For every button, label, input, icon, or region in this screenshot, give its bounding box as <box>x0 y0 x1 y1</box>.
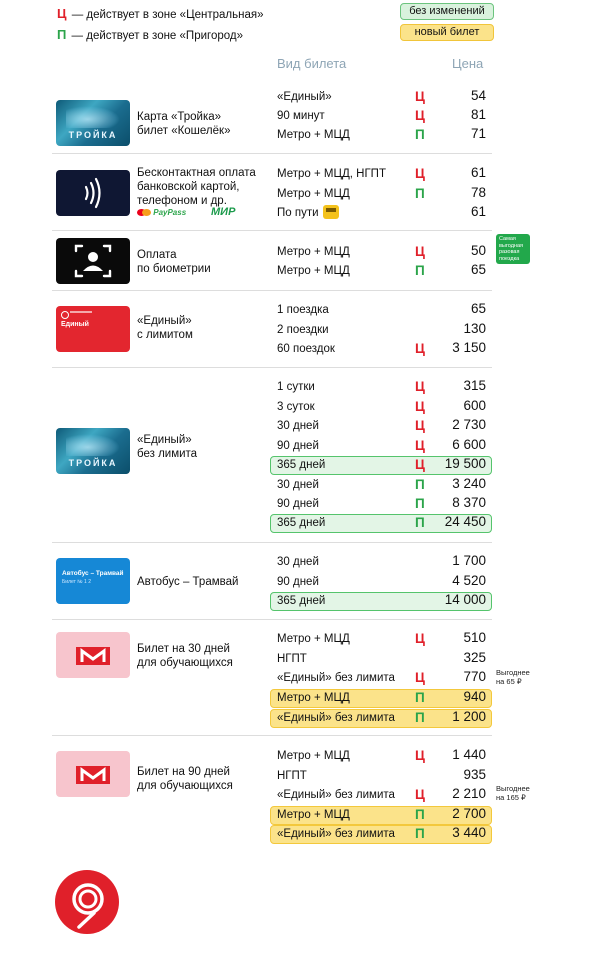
group-description: Билет на 30 дней для обучающихся <box>137 643 233 669</box>
bus-tram-card-image <box>56 558 130 604</box>
ticket-price: 61 <box>470 165 486 180</box>
bus-tram-card-label: Автобус – Трамвай <box>62 570 124 577</box>
zone-letter: П <box>415 496 425 511</box>
troika-card-image <box>56 428 130 474</box>
ticket-type: Метро + МЦД <box>277 692 350 704</box>
ticket-price: 61 <box>470 204 486 219</box>
ticket-price: 24 450 <box>444 514 486 529</box>
ticket-price: 1 700 <box>452 553 486 568</box>
price-row <box>270 107 492 126</box>
price-row <box>270 417 492 436</box>
ticket-price: 935 <box>463 767 486 782</box>
nfc-icon <box>56 170 130 216</box>
ticket-price: 2 730 <box>452 417 486 432</box>
troika-card-image <box>56 100 130 146</box>
ticket-price: 3 240 <box>452 476 486 491</box>
ticket-type: Метро + МЦД <box>277 265 350 277</box>
department-logo-icon <box>54 869 120 935</box>
metro-m-icon <box>75 762 111 786</box>
paypass-text: PayPass <box>153 208 187 217</box>
ticket-type: По пути <box>277 207 319 219</box>
price-row <box>270 747 492 766</box>
zone-letter: Ц <box>415 399 425 414</box>
group-description: «Единый» с лимитом <box>137 315 193 341</box>
price-row <box>270 786 492 805</box>
divider <box>52 542 492 543</box>
zone-letter: Ц <box>415 108 425 123</box>
zone-letter: Ц <box>415 418 425 433</box>
divider <box>52 230 492 231</box>
price-row <box>270 165 492 184</box>
divider <box>52 619 492 620</box>
zone-letter: Ц <box>415 748 425 763</box>
price-row <box>270 495 492 514</box>
ticket-price: 3 150 <box>452 340 486 355</box>
ticket-price: 510 <box>463 630 486 645</box>
troika-card-title: ТРОЙКА <box>68 458 118 468</box>
zone-letter: Ц <box>415 341 425 356</box>
price-row <box>270 514 492 533</box>
divider <box>52 153 492 154</box>
price-row <box>270 709 492 728</box>
ticket-type: 1 поездка <box>277 304 329 316</box>
price-row <box>270 689 492 708</box>
legend-suburb <box>57 27 243 42</box>
best-single-trip-tag: Самая выгодная разовая поездка <box>496 234 530 264</box>
ticket-price: 65 <box>470 262 486 277</box>
ticket-type: Метро + МЦД <box>277 750 350 762</box>
price-row <box>270 243 492 262</box>
ticket-price: 2 700 <box>452 806 486 821</box>
price-row <box>270 301 492 320</box>
ticket-type: 365 дней <box>277 595 326 607</box>
group-description: Билет на 90 дней для обучающихся <box>137 766 233 792</box>
price-row <box>270 340 492 359</box>
ticket-type: 3 суток <box>277 401 315 413</box>
ticket-price: 130 <box>463 321 486 336</box>
price-row <box>270 262 492 281</box>
ticket-price: 600 <box>463 398 486 413</box>
zone-letter: Ц <box>415 787 425 802</box>
zone-letter: П <box>415 515 425 530</box>
savings-note: Выгоднее на 165 ₽ <box>496 784 530 802</box>
zone-letter: Ц <box>415 670 425 685</box>
zone-letter: П <box>415 710 425 725</box>
ticket-type: «Единый» без лимита <box>277 828 395 840</box>
zone-central-letter: Ц <box>57 6 67 21</box>
mir-logo: МИР <box>211 206 236 218</box>
zone-letter: П <box>415 263 425 278</box>
ticket-type: Метро + МЦД, НГПТ <box>277 168 386 180</box>
biometry-card-image <box>56 238 130 284</box>
ticket-price: 78 <box>470 185 486 200</box>
ticket-type: Метро + МЦД <box>277 188 350 200</box>
price-row <box>270 321 492 340</box>
price-row <box>270 592 492 611</box>
ticket-price: 14 000 <box>444 592 486 607</box>
ticket-type: Метро + МЦД <box>277 633 350 645</box>
ticket-price: 940 <box>463 689 486 704</box>
price-row <box>270 204 492 223</box>
ticket-type: 365 дней <box>277 459 326 471</box>
ticket-price: 4 520 <box>452 573 486 588</box>
zone-letter: Ц <box>415 244 425 259</box>
zone-letter: Ц <box>415 438 425 453</box>
ticket-price: 50 <box>470 243 486 258</box>
price-row <box>270 767 492 786</box>
bus-icon <box>323 205 339 219</box>
ticket-type: «Единый» без лимита <box>277 712 395 724</box>
ticket-type: 90 минут <box>277 110 325 122</box>
zone-letter: П <box>415 826 425 841</box>
ticket-price: 315 <box>463 378 486 393</box>
badge-new-ticket: новый билет <box>400 24 494 41</box>
price-row <box>270 669 492 688</box>
legend-suburb-text: — действует в зоне «Пригород» <box>71 30 243 42</box>
ticket-price: 54 <box>470 88 486 103</box>
ticket-type: 30 дней <box>277 556 319 568</box>
ticket-type: 90 дней <box>277 440 319 452</box>
group-description: «Единый» без лимита <box>137 434 198 460</box>
price-row <box>270 398 492 417</box>
zone-letter: Ц <box>415 379 425 394</box>
card-header-line <box>70 311 92 313</box>
price-row <box>270 437 492 456</box>
ticket-type: «Единый» без лимита <box>277 672 395 684</box>
ticket-type: Метро + МЦД <box>277 129 350 141</box>
metro-m-icon <box>75 643 111 667</box>
price-row <box>270 650 492 669</box>
price-row <box>270 553 492 572</box>
legend-central <box>57 6 263 21</box>
ticket-type: Метро + МЦД <box>277 809 350 821</box>
zone-suburb-letter: П <box>57 27 67 42</box>
zone-letter: П <box>415 477 425 492</box>
ticket-price: 2 210 <box>452 786 486 801</box>
ticket-price: 3 440 <box>452 825 486 840</box>
zone-letter: П <box>415 186 425 201</box>
group-description: Карта «Тройка» билет «Кошелёк» <box>137 111 231 137</box>
price-row <box>270 378 492 397</box>
legend-central-text: — действует в зоне «Центральная» <box>71 9 264 21</box>
price-row <box>270 88 492 107</box>
student-card-image <box>56 751 130 797</box>
price-row <box>270 456 492 475</box>
zone-letter: П <box>415 127 425 142</box>
ticket-price: 6 600 <box>452 437 486 452</box>
zone-letter: Ц <box>415 631 425 646</box>
ticket-type: «Единый» <box>277 91 332 103</box>
metro-logo-icon <box>61 311 69 319</box>
zone-letter: Ц <box>415 89 425 104</box>
price-row <box>270 476 492 495</box>
ticket-type: 365 дней <box>277 517 326 529</box>
ticket-price: 325 <box>463 650 486 665</box>
divider <box>52 290 492 291</box>
group-description: Бесконтактная оплата банковской картой, телефоном и др. <box>137 167 256 207</box>
ticket-price: 1 440 <box>452 747 486 762</box>
ticket-price: 71 <box>470 126 486 141</box>
divider <box>52 735 492 736</box>
ticket-price: 770 <box>463 669 486 684</box>
ticket-price: 8 370 <box>452 495 486 510</box>
ticket-type: НГПТ <box>277 770 307 782</box>
paypass-logo <box>137 208 186 217</box>
ticket-type: 90 дней <box>277 498 319 510</box>
price-row <box>270 825 492 844</box>
ticket-price: 81 <box>470 107 486 122</box>
bus-tram-card-sub: Билет № 1 2 <box>62 579 91 585</box>
header-price: Цена <box>452 56 484 71</box>
price-row <box>270 573 492 592</box>
savings-note: Выгоднее на 65 ₽ <box>496 668 530 686</box>
badge-unchanged: без изменений <box>400 3 494 20</box>
ticket-type: НГПТ <box>277 653 307 665</box>
ticket-price: 1 200 <box>452 709 486 724</box>
edinyi-card-image <box>56 306 130 352</box>
ticket-type: 1 сутки <box>277 381 315 393</box>
ticket-type: 90 дней <box>277 576 319 588</box>
divider <box>52 367 492 368</box>
price-row <box>270 806 492 825</box>
ticket-price: 65 <box>470 301 486 316</box>
edinyi-card-label: Единый <box>61 321 89 328</box>
price-row <box>270 126 492 145</box>
group-description: Автобус – Трамвай <box>137 576 239 588</box>
ticket-price: 19 500 <box>444 456 486 471</box>
ticket-type: «Единый» без лимита <box>277 789 395 801</box>
zone-letter: Ц <box>415 166 425 181</box>
ticket-type: Метро + МЦД <box>277 246 350 258</box>
zone-letter: П <box>415 807 425 822</box>
zone-letter: Ц <box>415 457 425 472</box>
header-ticket-type: Вид билета <box>277 56 347 71</box>
price-row <box>270 185 492 204</box>
contactless-card-image <box>56 170 130 216</box>
ticket-type: 30 дней <box>277 479 319 491</box>
zone-letter: П <box>415 690 425 705</box>
price-row <box>270 630 492 649</box>
face-id-icon <box>56 238 130 284</box>
troika-card-title: ТРОЙКА <box>68 130 118 140</box>
ticket-type: 30 дней <box>277 420 319 432</box>
ticket-type: 60 поездок <box>277 343 335 355</box>
group-description: Оплата по биометрии <box>137 249 211 275</box>
ticket-type: 2 поездки <box>277 324 329 336</box>
student-card-image <box>56 632 130 678</box>
